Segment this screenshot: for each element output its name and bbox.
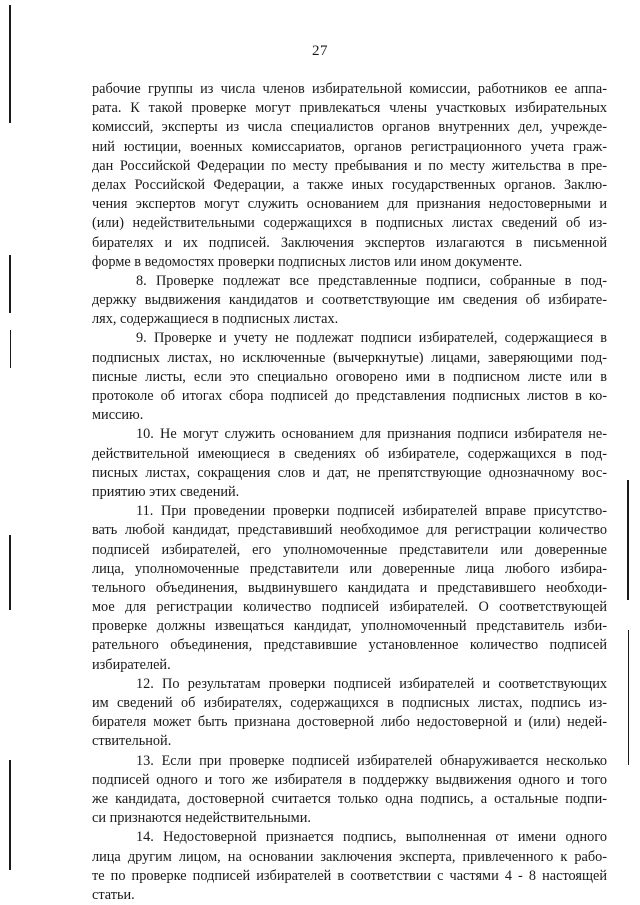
scan-edge-mark — [10, 330, 11, 368]
text-line: чения экспертов могут служить основанием для признания недостоверными и — [92, 196, 607, 213]
text-line: форме в ведомостях проверки подписных листов или ином документе. — [92, 253, 523, 270]
text-line: лях, содержащиеся в подписных листах. — [92, 311, 339, 328]
paragraph-start-line: 10. Не могут служить основанием для признания подписи избирателя не- — [136, 426, 607, 443]
text-line: тельного объединения, выдвинувшего кандидата и представившего необходи- — [92, 579, 607, 596]
text-line: им сведений об избирателях, содержащихся в подписных листах, подпись из- — [92, 695, 607, 711]
paragraph-start-line: 13. Если при проверке подписей избирателей обнаруживается несколько — [136, 752, 607, 769]
text-line: рата. К такой проверке могут привлекаться члены участковых избирательных — [92, 100, 607, 117]
text-line: дан Российской Федерации по месту пребывания и по месту жительства в пре- — [92, 157, 607, 174]
text-line: протоколе об итогах сбора подписей до представления подписных листов в ко- — [92, 388, 607, 404]
text-line: лица, уполномоченные представители или доверенные лица любого избира- — [92, 560, 607, 577]
scan-edge-mark — [627, 480, 629, 600]
paragraph-start-line: 14. Недостоверной признается подпись, выполненная от имени одного — [136, 829, 607, 846]
text-line: вать любой кандидат, представивший необходимое для регистрации количество — [92, 522, 607, 539]
paragraph-start-line: 11. При проведении проверки подписей избирателей вправе присутство- — [136, 503, 607, 520]
paragraph-start-line: 12. По результатам проверки подписей избирателей и соответствующих — [136, 675, 607, 692]
text-line: миссию. — [92, 407, 144, 424]
text-line: бирателя может быть признана достоверной либо недостоверной и (или) недей- — [92, 714, 607, 731]
text-line: бирателях и их подписей. Заключения экспертов излагаются в письменной — [92, 234, 607, 251]
text-line: подписей одного и того же избирателя в поддержку выдвижения одного и того — [92, 771, 607, 788]
text-line: действительной имеющиеся в сведениях об избирателе, содержащихся в под- — [92, 445, 607, 462]
text-line: писных листах, сокращения слов и дат, не препятствующие однозначному вос- — [92, 464, 607, 481]
text-line: комиссий, эксперты из числа специалистов органов внутренних дел, учрежде- — [92, 119, 607, 136]
text-line: статьи. — [92, 886, 135, 903]
text-line: рательного объединения, представившие установленное количество подписей — [92, 637, 607, 654]
text-line: избирателей. — [92, 656, 171, 673]
paragraph-start-line: 9. Проверке и учету не подлежат подписи избирателей, содержащиеся в — [136, 330, 607, 347]
paragraph-start-line: 8. Проверке подлежат все представленные подписи, собранные в под- — [136, 272, 607, 289]
text-line: делах Российской Федерации, а также иных государственных органов. Заклю- — [92, 176, 607, 193]
text-line: (или) недействительными содержащихся в подписных листах сведений об из- — [92, 215, 607, 232]
text-line: же кандидата, достоверной считается только одна подпись, а остальные подпи- — [92, 790, 607, 807]
text-line: держку выдвижения кандидатов и соответствующие им сведения об избирате- — [92, 292, 607, 309]
text-line: подписных листах, но исключенные (вычеркнутые) лицами, заверяющими под- — [92, 349, 607, 366]
page-number: 27 — [312, 43, 328, 59]
text-line: лица другим лицом, на основании заключения эксперта, привлеченного к рабо- — [92, 848, 607, 865]
scan-edge-mark — [9, 255, 11, 313]
text-line: подписей избирателей, его уполномоченные представители или доверенные — [92, 541, 607, 558]
document-body — [92, 80, 607, 905]
text-line: проверке должны извещаться кандидат, уполномоченный представитель изби- — [92, 618, 607, 635]
text-line: приятию этих сведений. — [92, 483, 240, 500]
text-line: си признаются недействительными. — [92, 810, 311, 827]
scan-edge-mark — [9, 5, 11, 123]
text-line: писные листы, если это специально оговорено ими в подписном листе или в — [92, 368, 607, 385]
text-line: ствительной. — [92, 733, 172, 750]
scan-edge-mark — [628, 630, 629, 765]
text-line: ний юстиции, военных комиссариатов, органов регистрационного учета граж- — [92, 138, 607, 155]
scan-edge-mark — [9, 535, 11, 610]
text-line: рабочие группы из числа членов избирательной комиссии, работников ее аппа- — [92, 81, 607, 97]
text-line: мое для регистрации количество подписей избирателей. О соответствующей — [92, 599, 607, 616]
scan-edge-mark — [9, 760, 11, 870]
text-line: те по проверке подписей избирателей в соответствии с частями 4 - 8 настоящей — [92, 867, 607, 884]
